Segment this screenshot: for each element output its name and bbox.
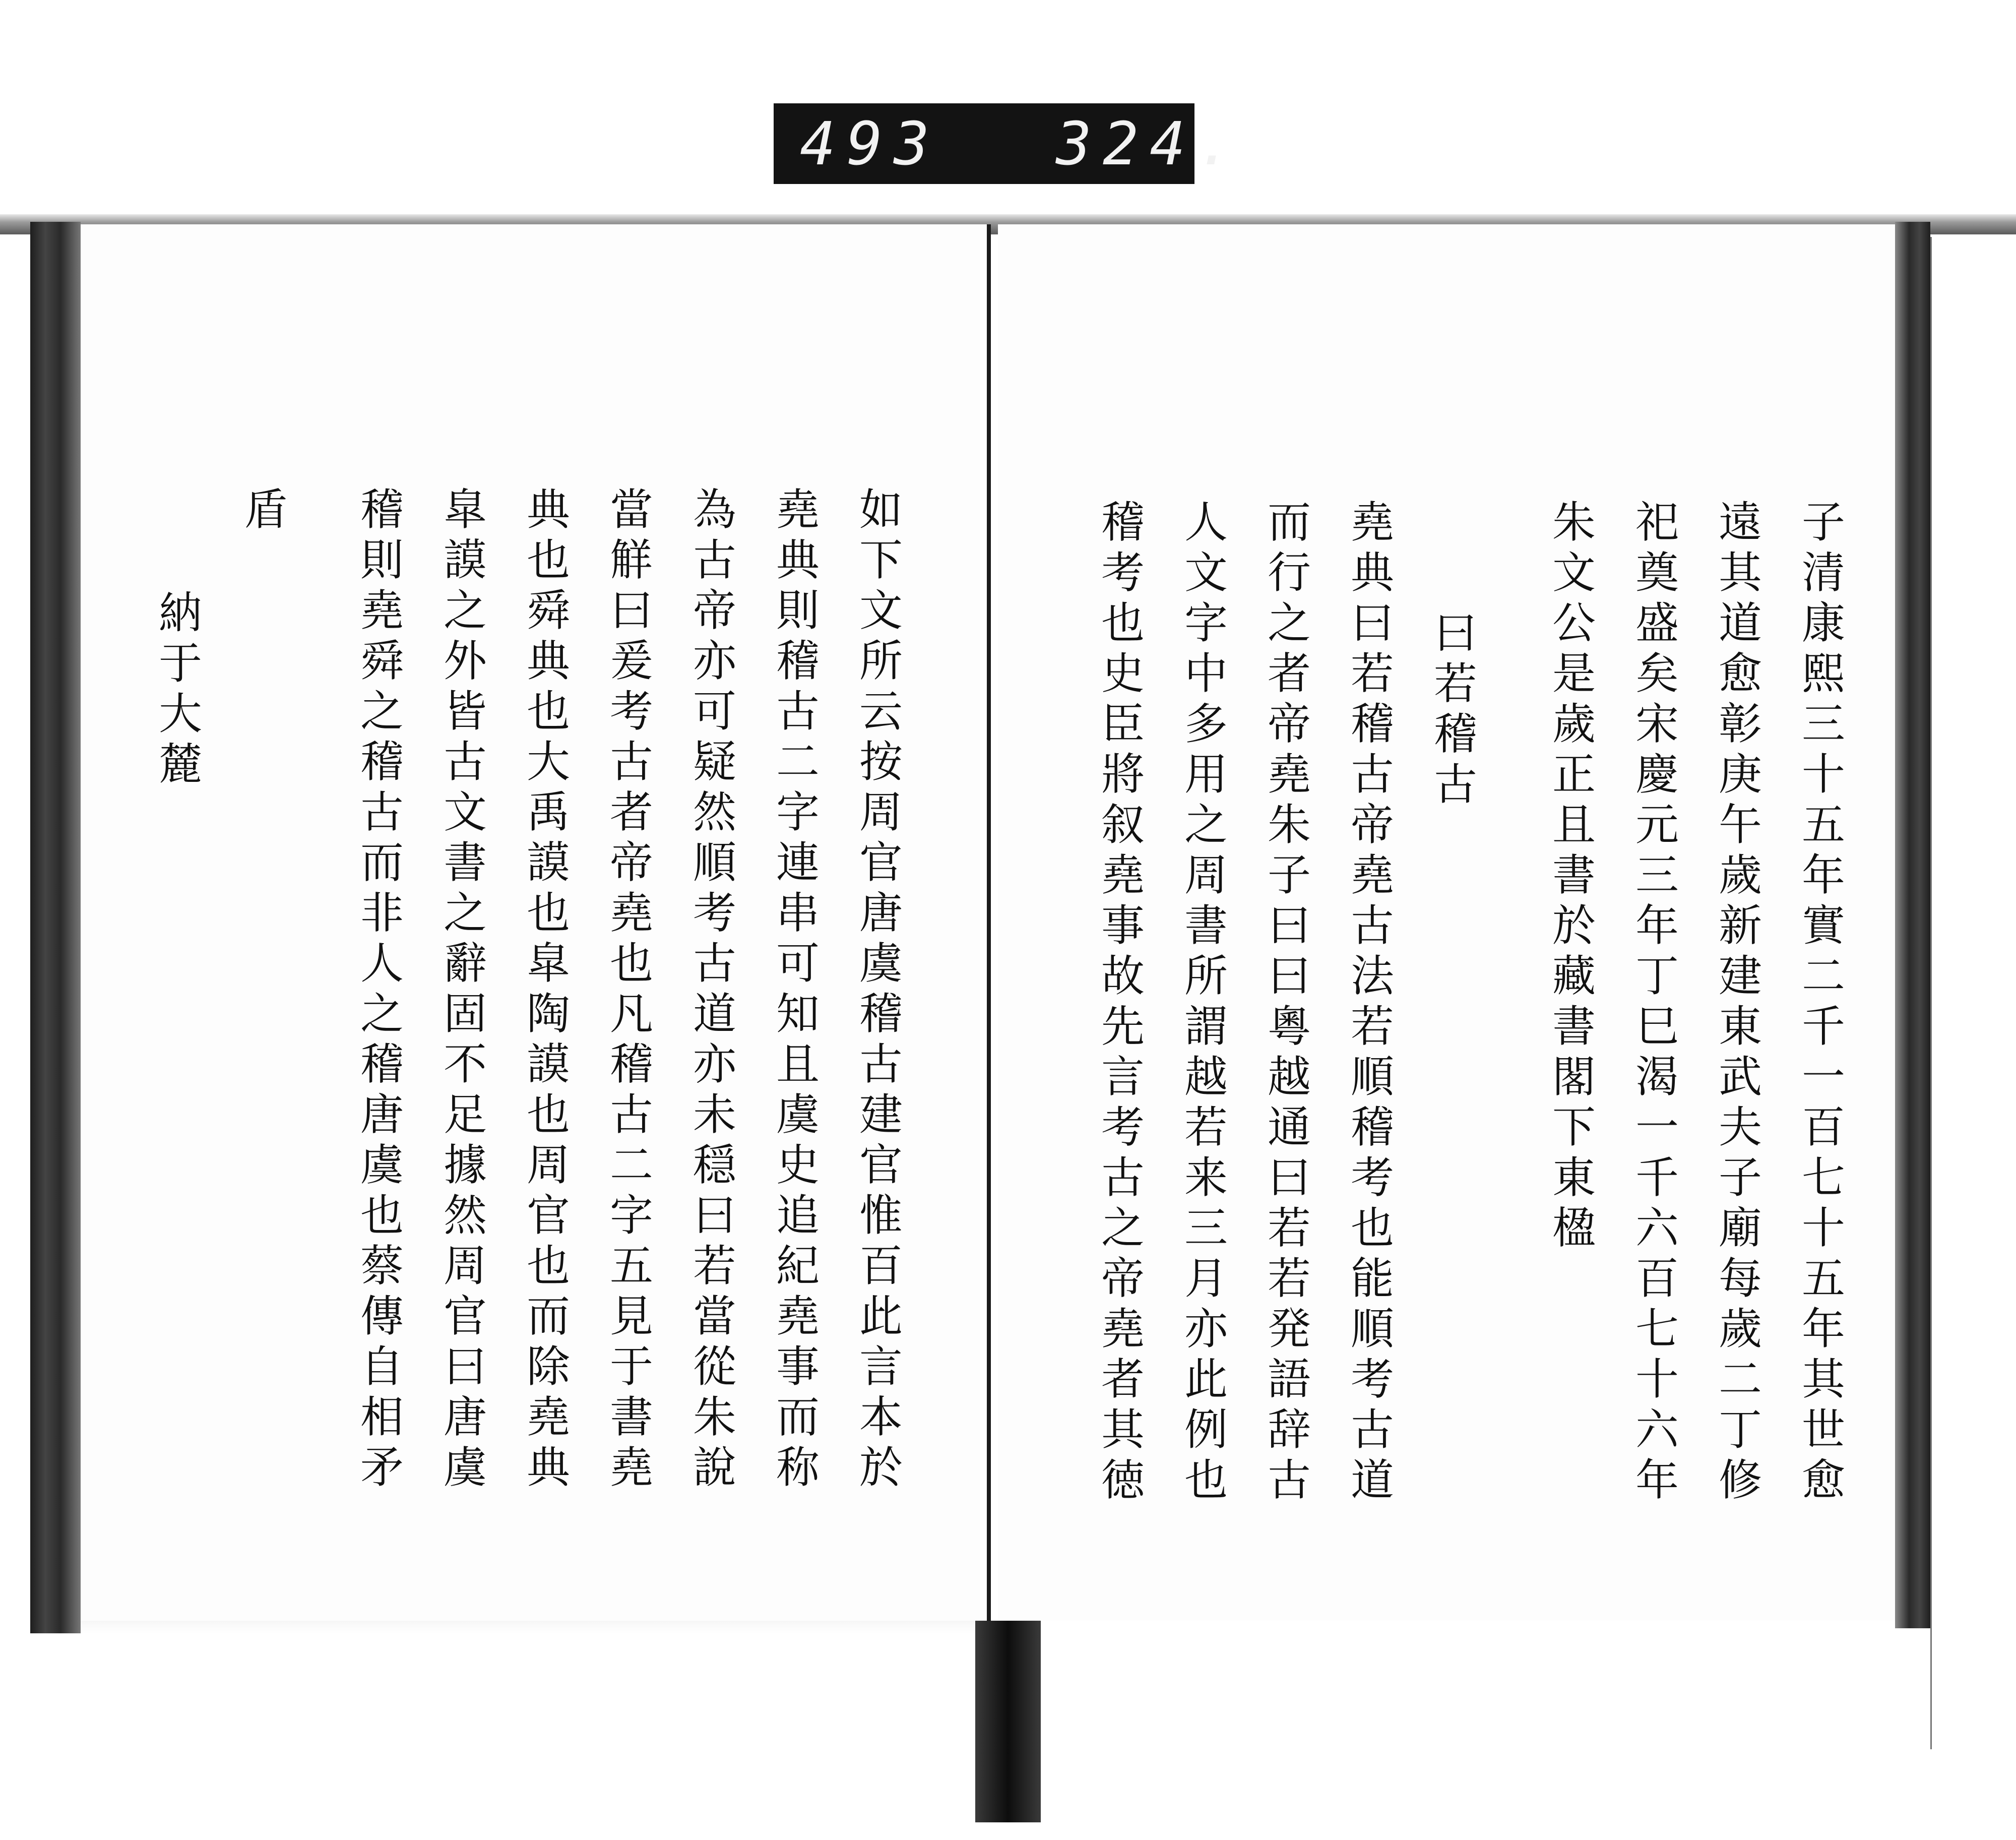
scan-number-left: 493 — [800, 109, 941, 178]
text-column: 子清康熙三十五年實二千一百七十五年其世愈 — [1794, 499, 1845, 1507]
text-column: 為古帝亦可疑然順考古道亦未穏曰若當從朱說 — [685, 486, 736, 1495]
text-column: 祀奠盛矣宋慶元三年丁巳渴一千六百七十六年 — [1628, 499, 1678, 1507]
text-column: 如下文所云按周官唐虞稽古建官惟百此言本於 — [852, 486, 902, 1495]
book-gutter — [987, 224, 991, 1631]
scan-label — [774, 103, 1244, 184]
text-column: 朱文公是歲正且書於藏書閣下東楹 — [1545, 499, 1595, 1255]
book-right-edge — [1895, 222, 1930, 1628]
text-column: 當觧曰爰考古者帝堯也凡稽古二字五見于書堯 — [602, 486, 653, 1495]
book-left-edge — [30, 222, 81, 1633]
text-column: 曰若稽古 — [1426, 610, 1477, 812]
left-page-bottom — [81, 1621, 975, 1633]
text-column: 堯典曰若稽古帝堯古法若順稽考也能順考古道 — [1343, 499, 1394, 1507]
text-column: 而行之者帝堯朱子曰曰粵越通曰若若発語辞古 — [1260, 499, 1310, 1507]
text-column: 稽考也史臣將叙堯事故先言考古之帝堯者其徳 — [1094, 499, 1144, 1507]
text-column: 納于大麓 — [151, 590, 202, 791]
text-column: 盾 — [237, 486, 287, 537]
text-column: 遠其道愈彰庚午歲新建東武夫子廟每歲二丁修 — [1711, 499, 1761, 1507]
scan-number-right: 324. — [1056, 109, 1244, 178]
text-column: 皐謨之外皆古文書之辭固不足據然周官曰唐虞 — [436, 486, 486, 1495]
text-column: 人文字中多用之周書所謂越若来三月亦此例也 — [1177, 499, 1227, 1507]
text-column: 堯典則稽古二字連串可知且虞史追紀堯事而称 — [769, 486, 819, 1495]
binding-block — [975, 1621, 1041, 1822]
text-column: 典也舜典也大禹謨也皐陶謨也周官也而除堯典 — [519, 486, 570, 1495]
text-column: 稽則堯舜之稽古而非人之稽唐虞也蔡傳自相矛 — [353, 486, 403, 1495]
next-page-strip — [1930, 237, 2016, 1749]
